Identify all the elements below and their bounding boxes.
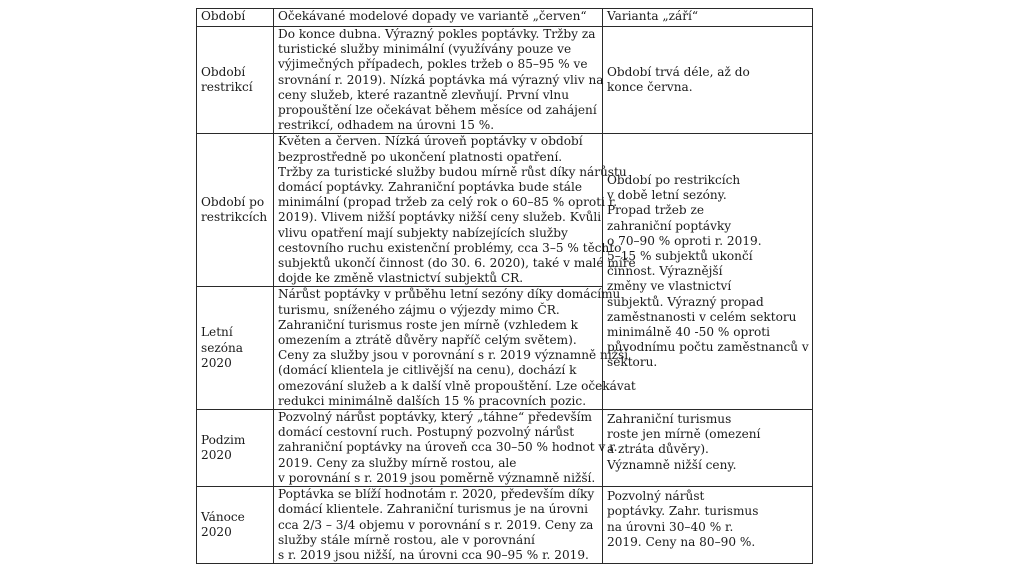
june-impact-cell	[274, 487, 603, 564]
text-line: původnímu počtu zaměstnanců v	[607, 340, 809, 355]
period-label-line: 2020	[201, 525, 232, 540]
text-line: domácí klientele. Zahraniční turismus je na úrovni	[278, 502, 588, 517]
text-line: Nárůst poptávky v průběhu letní sezóny díky domácímu	[278, 287, 621, 302]
text-line: 2019. Ceny za služby mírně rostou, ale	[278, 455, 517, 470]
scenario-comparison-table	[196, 8, 813, 564]
text-line: na úrovni 30–40 % r.	[607, 519, 734, 534]
text-line: restrikcí, odhadem na úrovni 15 %.	[278, 118, 495, 133]
text-line: o 70–90 % oproti r. 2019.	[607, 233, 762, 248]
period-label-line: Vánoce	[201, 509, 245, 524]
text-line: srovnání r. 2019). Nízká poptávka má výrazný vliv na	[278, 72, 604, 87]
text-line: Poptávka se blíží hodnotám r. 2020, především díky	[278, 487, 595, 502]
text-line: domácí cestovní ruch. Postupný pozvolný nárůst	[278, 425, 575, 440]
header-september-variant: Varianta „září“	[603, 9, 813, 27]
text-line: turistické služby minimální (využívány pouze ve	[278, 42, 572, 57]
text-line: Období po restrikcích	[607, 172, 741, 187]
text-line: turismu, sníženého zájmu o výjezdy mimo ČR.	[278, 302, 560, 317]
period-cell	[197, 27, 274, 134]
text-line: redukci minimálně dalších 15 % pracovních pozic.	[278, 393, 587, 408]
table-row	[197, 27, 813, 134]
text-line: roste jen mírně (omezení	[607, 427, 761, 442]
text-line: Propad tržeb ze	[607, 203, 705, 218]
period-label-line: Podzim	[201, 432, 246, 447]
text-line: zaměstnanosti v celém sektoru	[607, 309, 797, 324]
text-line: zahraniční poptávky	[607, 218, 732, 233]
september-variant-cell	[603, 487, 813, 564]
text-line: Do konce dubna. Výrazný pokles poptávky. Tržby za	[278, 27, 596, 41]
period-label-line: Období	[201, 65, 246, 79]
text-line: služby stále mírně rostou, ale v porovnání	[278, 532, 535, 547]
header-period: Období	[197, 9, 274, 27]
text-line: omezením a ztrátě důvěry napříč celým světem).	[278, 333, 577, 348]
period-label-line: restrikcí	[201, 80, 253, 95]
text-line: vlivu opatření mají subjekty nabízejících služby	[278, 225, 568, 240]
text-line: Období trvá déle, až do	[607, 65, 750, 79]
text-line: (domácí klientela je citlivější na cenu), dochází k	[278, 363, 577, 378]
comparison-table-wrapper	[196, 8, 812, 564]
june-impact-cell	[274, 134, 636, 287]
text-line: Ceny za služby jsou v porovnání s r. 2019 významně nižší	[278, 348, 629, 363]
period-label-line: 2020	[201, 448, 232, 463]
text-line: 2019). Vlivem nižší poptávky nižší ceny služeb. Kvůli	[278, 210, 602, 225]
text-line: bezprostředně po ukončení platnosti opatření.	[278, 149, 563, 164]
period-label-line: Období po	[201, 195, 265, 210]
period-cell	[197, 487, 274, 564]
text-line: Tržby za turistické služby budou mírně růst díky nárůstu	[278, 164, 627, 179]
table-row	[197, 134, 813, 287]
header-june-variant: Očekávané modelové dopady ve variantě „červen“	[274, 9, 603, 27]
text-line: dojde ke změně vlastnictví subjektů CR.	[278, 271, 524, 286]
text-line: a ztráta důvěry).	[607, 442, 709, 457]
period-label-line: sezóna	[201, 340, 244, 355]
text-line: minimální (propad tržeb za celý rok o 60–85 % oproti r.	[278, 195, 618, 210]
text-line: Pozvolný nárůst	[607, 489, 705, 504]
period-cell	[197, 410, 274, 487]
june-impact-cell	[274, 27, 603, 134]
text-line: konce června.	[607, 80, 693, 95]
text-line: ceny služeb, které razantně zlevňují. První vlnu	[278, 87, 569, 102]
text-line: omezování služeb a k další vlně propouštění. Lze očekávat	[278, 378, 636, 393]
text-line: Zahraniční turismus roste jen mírně (vzhledem k	[278, 317, 578, 332]
text-line: propouštění lze očekávat během měsíce od zahájení	[278, 103, 597, 118]
period-cell	[197, 134, 274, 287]
text-line: změny ve vlastnictví	[607, 279, 732, 294]
june-impact-cell	[274, 410, 618, 487]
table-row	[197, 410, 813, 487]
text-line: sektoru.	[607, 355, 658, 370]
text-line: Významně nižší ceny.	[607, 457, 737, 472]
text-line: činnost. Výraznější	[607, 264, 723, 279]
table-row	[197, 487, 813, 564]
text-line: výjimečných případech, pokles tržeb o 85–95 % ve	[278, 57, 588, 72]
september-variant-cell	[603, 134, 813, 410]
text-line: domácí poptávky. Zahraniční poptávka bude stále	[278, 180, 583, 195]
period-label-line: restrikcích	[201, 210, 268, 225]
text-line: subjektů ukončí činnost (do 30. 6. 2020), také v malé míře	[278, 256, 636, 271]
table-header-row	[197, 9, 813, 27]
text-line: 5–15 % subjektů ukončí	[607, 248, 753, 263]
text-line: cca 2/3 – 3/4 objemu v porovnání s r. 2019. Ceny za	[278, 517, 594, 532]
text-line: 2019. Ceny na 80–90 %.	[607, 534, 756, 549]
text-line: subjektů. Výrazný propad	[607, 294, 764, 309]
text-line: cestovního ruchu existenční problémy, cca 3–5 % těchto	[278, 240, 622, 255]
text-line: minimálně 40 -50 % oproti	[607, 324, 771, 339]
text-line: Zahraniční turismus	[607, 412, 732, 427]
text-line: zahraniční poptávky na úroveň cca 30–50 % hodnot v r.	[278, 440, 618, 455]
september-variant-cell	[603, 27, 813, 134]
text-line: v porovnání s r. 2019 jsou poměrně významně nižší.	[278, 470, 596, 485]
period-label-line: 2020	[201, 355, 232, 370]
period-label-line: Letní	[201, 325, 233, 340]
period-cell	[197, 287, 274, 410]
text-line: v době letní sezóny.	[607, 188, 727, 203]
text-line: Květen a červen. Nízká úroveň poptávky v období	[278, 134, 583, 149]
text-line: Pozvolný nárůst poptávky, který „táhne“ především	[278, 410, 592, 425]
text-line: s r. 2019 jsou nižší, na úrovni cca 90–95 % r. 2019.	[278, 547, 589, 562]
september-variant-cell	[603, 410, 813, 487]
text-line: poptávky. Zahr. turismus	[607, 504, 759, 519]
